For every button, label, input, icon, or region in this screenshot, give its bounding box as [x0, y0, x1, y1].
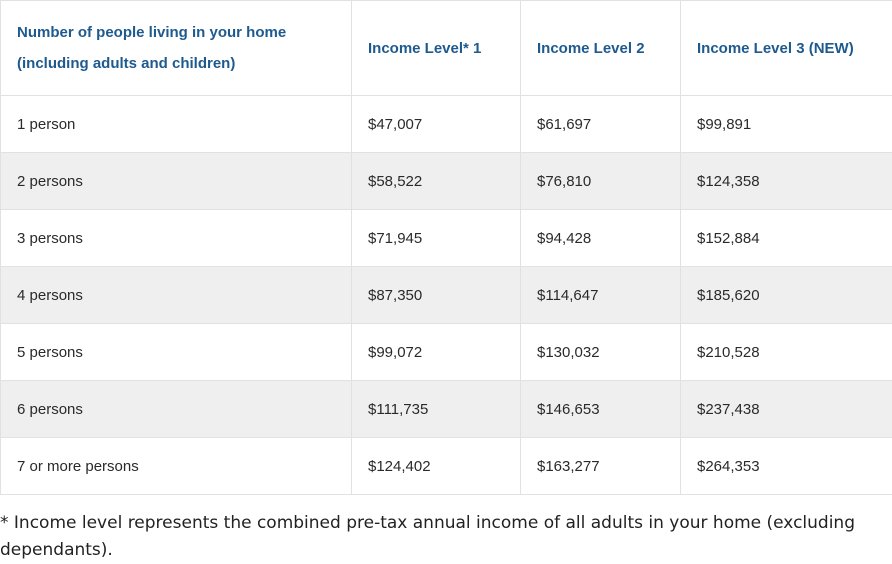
header-household-size — [1, 1, 352, 96]
table-header — [1, 1, 892, 96]
income-level-3-cell: $152,884 — [681, 210, 892, 267]
income-level-3-cell: $185,620 — [681, 267, 892, 324]
income-level-2-cell: $76,810 — [521, 153, 681, 210]
table-row — [1, 153, 892, 210]
header-row — [1, 1, 892, 96]
income-level-1-cell: $111,735 — [352, 381, 521, 438]
table-body — [1, 96, 892, 495]
income-level-2-cell: $146,653 — [521, 381, 681, 438]
income-level-2-cell: $163,277 — [521, 438, 681, 495]
table-row — [1, 96, 892, 153]
income-level-1-cell: $87,350 — [352, 267, 521, 324]
income-level-1-cell: $71,945 — [352, 210, 521, 267]
household-size-cell: 3 persons — [1, 210, 352, 267]
table-row — [1, 438, 892, 495]
header-income-level-3: Income Level 3 (NEW) — [681, 1, 892, 96]
household-size-cell: 7 or more persons — [1, 438, 352, 495]
income-level-3-cell: $124,358 — [681, 153, 892, 210]
income-level-1-cell: $124,402 — [352, 438, 521, 495]
income-level-3-cell: $237,438 — [681, 381, 892, 438]
household-size-cell: 5 persons — [1, 324, 352, 381]
household-size-cell: 2 persons — [1, 153, 352, 210]
table-row — [1, 210, 892, 267]
income-level-3-cell: $264,353 — [681, 438, 892, 495]
income-level-2-cell: $130,032 — [521, 324, 681, 381]
income-level-3-cell: $99,891 — [681, 96, 892, 153]
household-size-cell: 1 person — [1, 96, 352, 153]
table-row — [1, 381, 892, 438]
header-income-level-2: Income Level 2 — [521, 1, 681, 96]
table-row — [1, 324, 892, 381]
income-level-2-cell: $94,428 — [521, 210, 681, 267]
household-size-cell: 6 persons — [1, 381, 352, 438]
header-income-level-1: Income Level* 1 — [352, 1, 521, 96]
income-footnote: * Income level represents the combined pre-tax annual income of all adults in your home (excluding dependants). — [0, 513, 855, 560]
income-level-2-cell: $61,697 — [521, 96, 681, 153]
table-row — [1, 267, 892, 324]
household-size-cell: 4 persons — [1, 267, 352, 324]
income-level-1-cell: $58,522 — [352, 153, 521, 210]
income-level-1-cell: $99,072 — [352, 324, 521, 381]
income-level-3-cell: $210,528 — [681, 324, 892, 381]
income-level-2-cell: $114,647 — [521, 267, 681, 324]
header-household-size-line1: Number of people living in your home — [17, 24, 287, 41]
income-level-1-cell: $47,007 — [352, 96, 521, 153]
header-household-size-line2: (including adults and children) — [17, 55, 236, 72]
